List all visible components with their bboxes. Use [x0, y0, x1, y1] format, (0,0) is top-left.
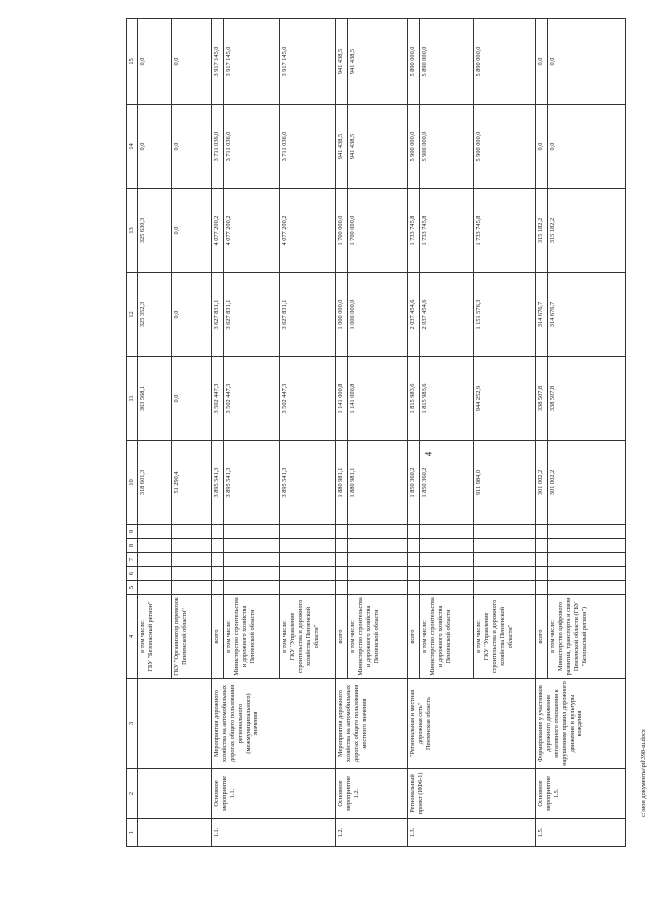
table-cell: [474, 553, 536, 567]
table-cell: [548, 525, 626, 539]
value-cell: 1 700 000,0: [336, 189, 348, 273]
executor-cell: всего: [336, 595, 348, 679]
header-cell: 12: [127, 273, 138, 357]
header-cell: 7: [127, 553, 138, 567]
value-cell: 1 850 360,2: [408, 441, 420, 525]
table-cell: [348, 567, 408, 581]
header-cell: 9: [127, 525, 138, 539]
header-cell: 4: [127, 595, 138, 679]
executor-cell: всего: [212, 595, 224, 679]
table-cell: [280, 525, 336, 539]
table-cell: [172, 581, 212, 595]
row-number-cell: 1.1.: [212, 819, 336, 847]
header-cell: 15: [127, 19, 138, 105]
value-cell: 3 895 541,3: [212, 441, 224, 525]
table-cell: [138, 581, 172, 595]
executor-cell: в том числе: Министерство строительства и дорожного хозяйства Пензенской области: [420, 595, 474, 679]
financing-table: [126, 18, 626, 847]
value-cell: 4 077 200,2: [224, 189, 280, 273]
table-cell: [138, 819, 212, 847]
description-cell: "Региональная и местная дорожная сеть" Пензенская область: [408, 679, 536, 769]
value-cell: 1 733 745,8: [474, 189, 536, 273]
table-row: [536, 19, 548, 847]
header-cell: 5: [127, 581, 138, 595]
value-cell: 3 917 145,0: [224, 19, 280, 105]
header-cell: 14: [127, 105, 138, 189]
value-cell: 941 438,5: [336, 19, 348, 105]
value-cell: 941 438,5: [336, 105, 348, 189]
table-cell: [224, 567, 280, 581]
executor-cell: в том числе: Министерство строительства и дорожного хозяйства Пензенской области: [348, 595, 408, 679]
table-cell: [408, 525, 420, 539]
table-cell: [420, 525, 474, 539]
table-cell: [336, 525, 348, 539]
value-cell: 4 077 200,2: [212, 189, 224, 273]
table-cell: [138, 679, 212, 769]
value-cell: 0,0: [172, 357, 212, 441]
value-cell: 0,0: [138, 19, 172, 105]
table-cell: [224, 525, 280, 539]
table-cell: [280, 553, 336, 567]
table-row: [336, 19, 348, 847]
table-cell: [536, 539, 548, 553]
value-cell: 325 630,3: [138, 189, 172, 273]
value-cell: 944 252,9: [474, 357, 536, 441]
value-cell: 1 733 745,8: [420, 189, 474, 273]
table-row: [408, 19, 420, 847]
table-cell: [336, 539, 348, 553]
table-cell: [172, 525, 212, 539]
value-cell: 3 711 036,0: [212, 105, 224, 189]
value-cell: 3 627 831,1: [224, 273, 280, 357]
executor-cell: в том числе: ГКУ "Управление строительства и дорожного хозяйства Пензенской области": [280, 595, 336, 679]
table-cell: [224, 581, 280, 595]
value-cell: 0,0: [172, 273, 212, 357]
value-cell: 318 601,3: [138, 441, 172, 525]
measure-cell: Региональный проект (ИФ6-1): [408, 769, 536, 819]
header-cell: 3: [127, 679, 138, 769]
table-cell: [336, 581, 348, 595]
value-cell: 3 502 447,3: [224, 357, 280, 441]
value-cell: 2 037 454,6: [420, 273, 474, 357]
value-cell: 4 077 200,2: [280, 189, 336, 273]
value-cell: 3 895 541,3: [280, 441, 336, 525]
value-cell: 3 917 145,0: [280, 19, 336, 105]
table-cell: [420, 539, 474, 553]
table-cell: [548, 553, 626, 567]
table-cell: [138, 553, 172, 567]
value-cell: 1 000 000,0: [336, 273, 348, 357]
table-cell: [474, 567, 536, 581]
value-cell: 3 711 036,0: [280, 105, 336, 189]
table-cell: [474, 539, 536, 553]
table-cell: [474, 525, 536, 539]
table-cell: [420, 567, 474, 581]
table-cell: [420, 581, 474, 595]
executor-cell: в том числе: Министерство цифрового развития, транспорта и связи Пензенской области (ГБУ "Безопасный регион"): [548, 595, 626, 679]
value-cell: 5 890 000,0: [474, 19, 536, 105]
description-cell: Мероприятия дорожного хозяйства на автомобильных дорогах общего пользования местного значения: [336, 679, 408, 769]
table-cell: [536, 567, 548, 581]
executor-cell: всего: [408, 595, 420, 679]
header-cell: 10: [127, 441, 138, 525]
table-cell: [212, 539, 224, 553]
value-cell: 1 700 000,0: [348, 189, 408, 273]
table-cell: [138, 769, 212, 819]
value-cell: 941 438,5: [348, 105, 408, 189]
table-cell: [138, 539, 172, 553]
header-cell: 13: [127, 189, 138, 273]
value-cell: 1 733 745,8: [408, 189, 420, 273]
table-cell: [548, 539, 626, 553]
value-cell: 3 895 541,3: [224, 441, 280, 525]
table-cell: [172, 553, 212, 567]
measure-cell: Основное мероприятие 1.1.: [212, 769, 336, 819]
table-cell: [224, 539, 280, 553]
value-cell: 5 900 000,0: [420, 105, 474, 189]
table-row: [212, 19, 224, 847]
table-cell: [280, 567, 336, 581]
table-cell: [138, 567, 172, 581]
value-cell: 0,0: [172, 105, 212, 189]
value-cell: 315 182,2: [536, 189, 548, 273]
table-cell: [348, 525, 408, 539]
value-cell: 0,0: [536, 105, 548, 189]
value-cell: 2 037 454,6: [408, 273, 420, 357]
value-cell: 338 507,8: [536, 357, 548, 441]
measure-cell: Основное мероприятие 1.5.: [536, 769, 626, 819]
table-cell: [212, 581, 224, 595]
value-cell: 5 890 000,0: [420, 19, 474, 105]
page-number: 4: [423, 451, 434, 457]
table-cell: [280, 539, 336, 553]
value-cell: 0,0: [548, 19, 626, 105]
value-cell: 3 502 447,3: [280, 357, 336, 441]
header-cell: 1: [127, 819, 138, 847]
value-cell: 301 002,2: [548, 441, 626, 525]
header-cell: 11: [127, 357, 138, 441]
header-cell: 8: [127, 539, 138, 553]
table-cell: [536, 553, 548, 567]
table-cell: [474, 581, 536, 595]
row-number-cell: 1.3.: [408, 819, 536, 847]
table-cell: [548, 567, 626, 581]
table-cell: [336, 553, 348, 567]
value-cell: 941 438,5: [348, 19, 408, 105]
executor-cell: всего: [536, 595, 548, 679]
table-cell: [348, 553, 408, 567]
value-cell: 1 151 576,3: [474, 273, 536, 357]
executor-cell: в том числе: ГБУ "Безопасный регион": [138, 595, 172, 679]
header-cell: 2: [127, 769, 138, 819]
value-cell: 5 900 000,0: [408, 105, 420, 189]
value-cell: 911 984,0: [474, 441, 536, 525]
value-cell: 363 568,1: [138, 357, 172, 441]
table-cell: [212, 553, 224, 567]
value-cell: 1 141 000,8: [336, 357, 348, 441]
value-cell: 315 182,2: [548, 189, 626, 273]
value-cell: 3 917 145,0: [212, 19, 224, 105]
table-cell: [212, 567, 224, 581]
header-cell: 6: [127, 567, 138, 581]
rotated-table-page: [126, 19, 647, 847]
table-cell: [408, 567, 420, 581]
value-cell: 0,0: [138, 105, 172, 189]
value-cell: 5 890 000,0: [408, 19, 420, 105]
value-cell: 51 290,4: [172, 441, 212, 525]
table-cell: [348, 539, 408, 553]
row-number-cell: 1.5.: [536, 819, 626, 847]
table-cell: [536, 581, 548, 595]
table-cell: [408, 581, 420, 595]
value-cell: 301 002,2: [536, 441, 548, 525]
value-cell: 0,0: [548, 105, 626, 189]
table-cell: [348, 581, 408, 595]
document-footer: c:\мои документы\pd\398-ш.docx: [640, 729, 647, 817]
table-cell: [212, 525, 224, 539]
value-cell: 3 711 036,0: [224, 105, 280, 189]
executor-cell: ГКУ "Организатор перевозок Пензенской области": [172, 595, 212, 679]
value-cell: 314 676,7: [536, 273, 548, 357]
value-cell: 1 815 983,6: [408, 357, 420, 441]
value-cell: 0,0: [536, 19, 548, 105]
value-cell: 1 880 981,1: [336, 441, 348, 525]
value-cell: 325 352,3: [138, 273, 172, 357]
executor-cell: в том числе: ГКУ "Управление строительства и дорожного хозяйства Пензенской области": [474, 595, 536, 679]
description-cell: Мероприятия дорожного хозяйства на автомобильных дорогах общего пользования регионального (межмуниципального) значения: [212, 679, 336, 769]
table-cell: [548, 581, 626, 595]
value-cell: 314 676,7: [548, 273, 626, 357]
measure-cell: Основное мероприятие 1.2.: [336, 769, 408, 819]
table-cell: [408, 539, 420, 553]
value-cell: 1 815 983,6: [420, 357, 474, 441]
table-cell: [336, 567, 348, 581]
value-cell: 338 507,8: [548, 357, 626, 441]
value-cell: 5 900 000,0: [474, 105, 536, 189]
value-cell: 1 000 000,0: [348, 273, 408, 357]
table-cell: [172, 567, 212, 581]
value-cell: 3 502 447,3: [212, 357, 224, 441]
table-cell: [138, 525, 172, 539]
table-cell: [536, 525, 548, 539]
table-row: [138, 19, 172, 847]
value-cell: 1 880 981,1: [348, 441, 408, 525]
table-cell: [408, 553, 420, 567]
value-cell: 3 627 831,1: [280, 273, 336, 357]
value-cell: 0,0: [172, 19, 212, 105]
value-cell: 0,0: [172, 189, 212, 273]
table-cell: [420, 553, 474, 567]
executor-cell: в том числе: Министерство строительства и дорожного хозяйства Пензенской области: [224, 595, 280, 679]
value-cell: 1 141 000,8: [348, 357, 408, 441]
table-cell: [280, 581, 336, 595]
table-cell: [172, 539, 212, 553]
row-number-cell: 1.2.: [336, 819, 408, 847]
header-row: [127, 19, 138, 847]
value-cell: 1 850 360,2: [420, 441, 474, 525]
description-cell: Формирование у участников дорожного движения негативного отношения к нарушениям правил дорожного движения и культуры вождения: [536, 679, 626, 769]
value-cell: 3 627 831,1: [212, 273, 224, 357]
table-cell: [224, 553, 280, 567]
